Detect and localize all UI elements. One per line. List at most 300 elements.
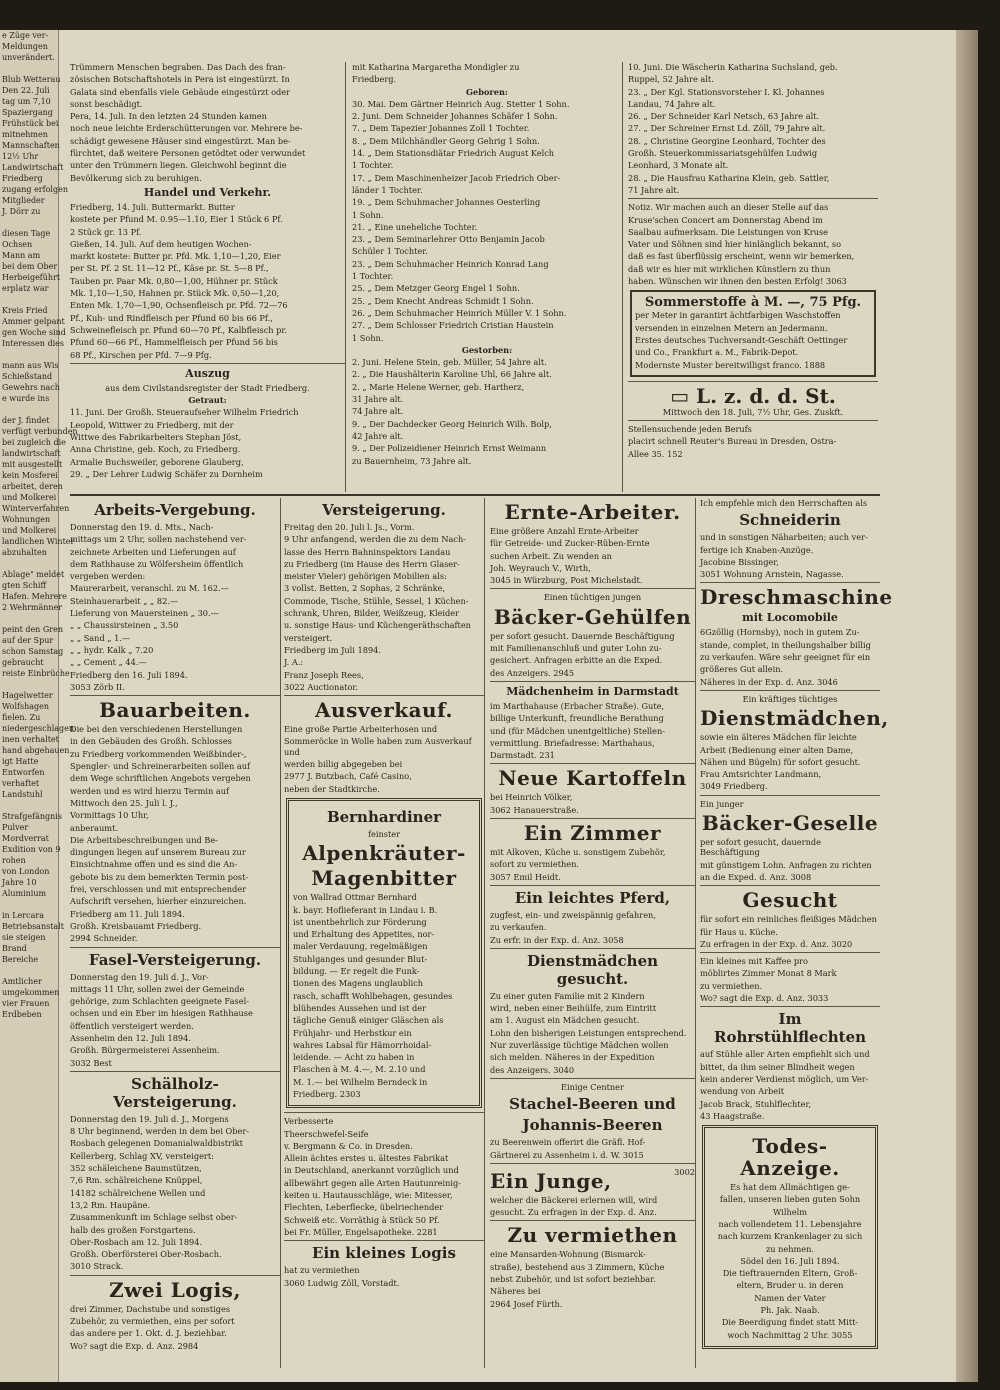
death-notice-text — [709, 1182, 871, 1340]
summer-fabrics-text-line: Erstes deutsches Tuchversandt-Geschäft Oettinger — [635, 334, 848, 345]
book-spine — [956, 30, 978, 1382]
born-list-line: 1 Sohn. — [352, 332, 384, 343]
died-list-continued-line: 27. „ Der Schreiner Ernst Ld. Zöll, 79 Jahre alt. — [628, 123, 826, 134]
job-placement-ad-line: Allee 35. 152 — [628, 448, 683, 459]
harvest-workers-text-line: Eine größere Anzahl Ernte-Arbeiter — [490, 526, 639, 536]
gutter-text-line: arbeitet, deren — [2, 482, 63, 491]
work-tender-text-line: „ „ Sand „ 1.— — [70, 632, 131, 643]
gutter-text-line — [0, 679, 58, 690]
estate-auction-text-line: 3022 Auctionator. — [284, 681, 359, 692]
wanted-text-line: für sofort ein reinliches fleißiges Mädchen — [700, 914, 877, 925]
tar-soap-ad-line: Flechten, Leberflecke, übelriechender — [284, 1202, 444, 1213]
gutter-text-line: Strafgefängnis — [2, 812, 62, 821]
gutter-text-line: diesen Tage — [2, 229, 51, 238]
chair-weaving-text-line: wendung von Arbeit — [700, 1086, 785, 1097]
gutter-text-line: reiste Einbrüche — [2, 669, 70, 678]
seamstress-text-line: und in sonstigen Näharbeiten; auch ver- — [700, 532, 868, 543]
gutter-text-line: schon Samstag — [2, 647, 64, 656]
baker-journeyman-text-line: an die Exped. d. Anz. 3008 — [700, 871, 812, 882]
berries-text-line: Gärtnerei zu Assenheim i. d. W. 3015 — [490, 1149, 644, 1160]
trade-report-line: kostete per Pfund M. 0.95—1.10, Eier 1 Stück 6 Pf. — [70, 214, 283, 225]
maid-wanted-text-line: wird, neben einer Beihülfe, zum Eintritt — [490, 1003, 657, 1014]
maid-wanted-text-line: Lohn den bisherigen Leistungen entsprechend. — [490, 1027, 687, 1038]
died-list-continued-line: Ruppel, 52 Jahre alt. — [628, 74, 714, 85]
died-list-line: 9. „ Der Polizeidiener Heinrich Ernst Weimann — [352, 443, 547, 454]
bitters-title-3: Magenbitter — [311, 866, 457, 891]
tar-soap-ad-line: Verbesserte — [284, 1116, 334, 1127]
earthquake-report-line: Trümmern Menschen begraben. Das Dach des fran- — [70, 62, 286, 72]
maid-wanted-text-line: des Anzeigers. 3040 — [490, 1064, 575, 1075]
girls-home-text — [490, 701, 695, 760]
gutter-text-line: fielen. Zu — [2, 713, 41, 722]
baker-assistant-text-line: mit Familienanschluß und guter Lohn zu- — [490, 643, 662, 654]
two-lodgings-text-line: das andere per 1. Okt. d. J. beziehbar. — [70, 1328, 227, 1339]
died-list-continued-line: Großh. Steuerkommissariatsgehülfen Ludwig — [628, 148, 818, 159]
married-list-line: Anna Christine, geb. Koch, zu Friedberg. — [70, 444, 241, 455]
trade-report-line: Schweinefleisch pr. Pfund 60—70 Pf., Kalbfleisch pr. — [70, 324, 288, 335]
construction-text-line: Aufschrift versehen, hierher einzureichen. — [70, 896, 247, 907]
died-list-continued — [628, 62, 878, 195]
threshing-machine-text — [700, 627, 880, 686]
bark-wood-auction-text-line: Großh. Oberförsterei Ober-Rosbach. — [70, 1249, 222, 1260]
work-tender-text-line: „ „ hydr. Kalk „ 7.20 — [70, 644, 154, 655]
bitters-text-line: k. bayr. Hoflieferant in Lindau i. B. — [293, 904, 438, 915]
gutter-text-line — [0, 899, 58, 910]
concert-notice-line: Vater und Söhnen sind hier hinlänglich bekannt, so — [628, 239, 842, 250]
ads-column-3 — [490, 498, 696, 1368]
earthquake-report-line: Galata sind ebenfalls viele Gebäude eingestürzt oder — [70, 86, 291, 97]
room-text-line: sofort zu vermiethen. — [490, 859, 579, 870]
death-notice-text-line: Die Beerdigung findet statt Mitt- — [721, 1317, 859, 1328]
gutter-text-line: Frühstück bei — [2, 119, 59, 128]
threshing-machine-title: Dreschmaschine — [700, 585, 893, 610]
death-notice-text-line: woch Nachmittag 2 Uhr. 3055 — [727, 1329, 853, 1340]
gutter-text-line: umgekommen — [2, 988, 60, 997]
construction-title: Bauarbeiten. — [99, 698, 251, 723]
bark-wood-auction-text-line: 8 Uhr beginnend, werden in dem bei Ober- — [70, 1126, 250, 1137]
work-tender-text — [70, 522, 280, 692]
bitters-text — [293, 892, 475, 1099]
gutter-text-line: bei dem Ober — [2, 262, 58, 271]
chair-weaving-text-line: auf Stühle aller Arten empfiehlt sich und — [700, 1049, 870, 1060]
gutter-text-line: e Züge ver- — [2, 31, 49, 40]
new-potatoes-title: Neue Kartoffeln — [498, 766, 687, 791]
summer-fabrics-text-line: Modernste Muster bereitwilligst franco. 1888 — [635, 359, 826, 370]
boy-wanted-text-line: gesucht. Zu erfragen in der Exp. d. Anz. — [490, 1207, 657, 1218]
gutter-text-line: verhaftet — [2, 779, 40, 788]
died-heading: Gestorben: — [461, 344, 513, 355]
seamstress-text-line: Jacobine Bissinger, — [700, 556, 779, 567]
gutter-text-line: zugang erfolgen — [2, 185, 68, 194]
bitters-text-line: maler Verdauung, regelmäßigen — [293, 941, 428, 952]
small-lodging-title: Ein kleines Logis — [312, 1244, 456, 1263]
maid-text-line: Arbeit (Bedienung einer alten Dame, — [700, 744, 854, 755]
berries-title-1: Stachel-Beeren und — [509, 1095, 676, 1114]
construction-text-line: Mittwoch den 25. Juli l. J., — [70, 797, 178, 808]
born-list-line: 1 Tochter. — [352, 160, 394, 171]
harvest-workers-text-line: Joh. Weyrauch V., Wirth, — [490, 562, 591, 573]
death-notice-text-line: Namen der Vater — [754, 1292, 826, 1303]
died-list-line: 42 Jahre alt. — [352, 430, 404, 441]
clearance-sale-text-line: neben der Stadtkirche. — [284, 783, 380, 794]
bark-wood-auction-text-line: Donnerstag den 19. Juli d. J., Morgens — [70, 1113, 229, 1124]
estate-auction-text-line: versteigert. — [284, 632, 333, 643]
gutter-text-line: hand abgehauen — [2, 746, 70, 755]
ox-auction-text-line: Donnerstag den 19. Juli d. J., Vor- — [70, 971, 209, 982]
maid-title: Dienstmädchen, — [700, 706, 889, 731]
register-continued-line: mit Katharina Margaretha Mondigler zu — [352, 62, 520, 72]
seamstress-pretitle: Ich empfehle mich den Herrschaften als — [700, 498, 868, 508]
room-text — [490, 847, 695, 882]
maid-wanted-title: Dienstmädchen gesucht. — [526, 951, 659, 988]
maid-text-line: sowie ein älteres Mädchen für leichte — [700, 732, 857, 743]
died-list-continued-line: 28. „ Christine Georgine Leonhard, Tochter des — [628, 135, 826, 146]
baker-assistant-text-line: gesichert. Anfragen erbitte an die Exped. — [490, 655, 663, 666]
harvest-workers-text-line: 3045 in Würzburg, Post Michelstadt. — [490, 575, 643, 586]
gutter-text-line: der J. findet — [2, 416, 50, 425]
concert-notice-line: daß wir es hier mit wirklichen Künstlern zu thun — [628, 263, 831, 274]
death-notice-text-line: fallen, unseren lieben guten Sohn — [719, 1194, 861, 1205]
maid-wanted-text-line: sich melden. Näheres in der Expedition — [490, 1052, 655, 1063]
boy-wanted-number: 3002 — [674, 1166, 695, 1177]
ox-auction-text-line: ochsen und ein Eber im hiesigen Rathhause — [70, 1008, 253, 1019]
born-list-line: 2. Juni. Dem Schneider Johannes Schäfer 1 Sohn. — [352, 111, 558, 122]
two-lodgings-text — [70, 1304, 280, 1351]
threshing-machine-text-line: größeres Gut allein. — [700, 664, 784, 675]
born-list-line: 17. „ Dem Maschinenheizer Jacob Friedrich Ober- — [352, 172, 561, 183]
born-list-line: 26. „ Dem Schuhmacher Heinrich Müller V. 1 Sohn. — [352, 307, 567, 318]
ads-column-4 — [700, 498, 893, 1368]
maid-wanted-text — [490, 991, 695, 1075]
room-text-line: mit Alkoven, Küche u. sonstigem Zubehör, — [490, 847, 666, 858]
trade-report-line: Enten Mk. 1,70—1,90, Ochsenfleisch pr. Pfd. 72—76 — [70, 300, 288, 311]
small-lodging-text-line: hat zu vermiethen — [284, 1265, 360, 1276]
died-list-line: 9. „ Der Dachdecker Georg Heinrich Wilh. Bolp, — [352, 418, 552, 429]
gutter-text-line — [0, 558, 58, 569]
trade-report-line: Pfund 60—66 Pf., Hammelfleisch per Pfund 56 bis — [70, 337, 278, 348]
gutter-text-line: Bereiche — [2, 955, 39, 964]
earthquake-report-line: Bevölkerung sich zu beruhigen. — [70, 172, 202, 183]
ox-auction-text-line: 3032 Best — [70, 1057, 112, 1068]
bitters-text-line: und Erhaltung des Appetites, nor- — [293, 929, 435, 940]
girls-home-title: Mädchenheim in Darmstadt — [506, 684, 679, 698]
gutter-text-line: niedergeschlagen — [2, 724, 75, 733]
baker-assistant-text-line: des Anzeigers. 2945 — [490, 667, 575, 678]
work-tender-text-line: Lieferung von Mauersteinen „ 30.— — [70, 608, 219, 619]
gutter-text-line — [0, 349, 58, 360]
bark-wood-auction-text-line: Kellerberg, Schlag XV, versteigert: — [70, 1150, 214, 1161]
bitters-text-line: Frühjahr- und Herbstkur ein — [293, 1027, 412, 1038]
baker-journeyman-title: Bäcker-Geselle — [701, 811, 879, 836]
clearance-sale-text-line: Eine große Partie Arbeiterhosen und — [284, 724, 438, 735]
threshing-machine-text-line: Näheres in der Exp. d. Anz. 3046 — [700, 676, 838, 687]
born-list-line: länder 1 Tochter. — [352, 184, 423, 195]
born-list-line: 1 Sohn. — [352, 209, 384, 220]
died-list-continued-line: Landau, 74 Jahre alt. — [628, 98, 716, 109]
gutter-text-line: igt Hatte — [2, 757, 39, 766]
born-list-line: 1 Tochter. — [352, 271, 394, 282]
trade-report-line: Tauben pr. Paar Mk. 0,80—1,00, Hühner pr. Stück — [70, 275, 278, 286]
estate-auction-title: Versteigerung. — [322, 501, 446, 519]
earthquake-report — [70, 62, 345, 183]
harvest-workers-title: Ernte-Arbeiter. — [504, 500, 681, 524]
married-list-line: 11. Juni. Der Großh. Steueraufseher Wilhelm Friedrich — [70, 407, 299, 418]
ox-auction-text — [70, 972, 280, 1068]
threshing-machine-text-line: stande, complet, in theilungshalber billig — [700, 639, 871, 650]
gutter-text-line: kein Mosferei — [2, 471, 58, 480]
gutter-text-line: Blub Wetterau — [2, 75, 61, 84]
death-notice-text-line: nach vollendetem 11. Lebensjahre — [718, 1218, 862, 1229]
ads-column-1 — [70, 498, 281, 1368]
gutter-text-line — [0, 294, 58, 305]
trade-report — [70, 202, 345, 360]
girls-home-text-line: billige Unterkunft, freundliche Berathung — [490, 713, 664, 724]
bitters-text-line: M. 1.— bei Wilhelm Berndeck in — [293, 1076, 428, 1087]
room-title: Ein Zimmer — [523, 821, 662, 846]
estate-auction-text-line: u. sonstige Haus- und Küchengeräthschaften — [284, 620, 471, 631]
gutter-text-line: landwirtschaft — [2, 449, 61, 458]
baker-assistant-pretitle: Einen tüchtigen jungen — [543, 592, 642, 603]
work-tender-text-line: mittags um 2 Uhr, sollen nachstehend ver- — [70, 534, 247, 545]
born-list-line: 8. „ Dem Milchhändler Georg Gehrig 1 Sohn. — [352, 135, 540, 146]
construction-text-line: Spengler- und Schreinerarbeiten sollen auf — [70, 761, 251, 772]
summer-fabrics-title: Sommerstoffe à M. —, 75 Pfg. — [644, 295, 862, 311]
gutter-text-line: Ammer gelpant — [2, 317, 65, 326]
chair-weaving-title: Im Rohrstühlflechten — [713, 1010, 867, 1047]
gutter-text-line: vier Frauen — [2, 999, 50, 1008]
bitters-text-line: tionen des Magens unglaublich — [293, 978, 424, 989]
summer-fabrics-text-line: per Meter in garantirt ächtfarbigen Waschstoffen — [635, 310, 841, 321]
girls-home-text-line: vermittlung. Briefadresse: Marthahaus, — [490, 737, 655, 748]
maid-wanted-text-line: Zu einer guten Familie mit 2 Kindern — [490, 990, 645, 1001]
died-list-continued-line: 71 Jahre alt. — [628, 184, 680, 195]
bark-wood-auction-text-line: 352 schäleichene Baumstützen, — [70, 1163, 202, 1174]
tar-soap-ad-line: bei Fr. Müller, Engelsapotheke. 2281 — [284, 1226, 438, 1237]
died-list-line: 2. Juni. Helene Stein, geb. Müller, 54 Jahre alt. — [352, 357, 547, 368]
earthquake-report-line: Pera, 14. Juli. In den letzten 24 Stunden kamen — [70, 111, 267, 122]
death-notice-text-line: Wilhelm — [772, 1206, 807, 1217]
ox-auction-text-line: Assenheim den 12. Juli 1894. — [70, 1032, 191, 1043]
two-lodgings-text-line: Wo? sagt die Exp. d. Anz. 2984 — [70, 1340, 199, 1351]
gutter-text-line: inen verhaltet — [2, 735, 59, 744]
gutter-text-line: Mann am — [2, 251, 41, 260]
summer-fabrics-ad — [630, 290, 876, 376]
gutter-text-line: Herbeigeführt — [2, 273, 61, 282]
gutter-text-line: rohen — [2, 856, 26, 865]
gutter-text-line: Meldungen — [2, 42, 48, 51]
gutter-text-line: mitnehmen — [2, 130, 48, 139]
tar-soap-ad — [284, 1116, 484, 1237]
bitters-title-1: Bernhardiner — [326, 807, 442, 826]
gutter-text-line: Erdbeben — [2, 1010, 42, 1019]
gutter-text-line: und Molkerei — [2, 493, 57, 502]
tar-soap-ad-line: Allein ächtes erstes u. ältestes Fabrikat — [284, 1153, 449, 1164]
threshing-machine-subtitle: mit Locomobile — [742, 611, 838, 625]
maid-text — [700, 732, 880, 791]
bitters-title-2: Alpenkräuter- — [302, 841, 466, 866]
died-list-line: 2. „ Marie Helene Werner, geb. Hartherz, — [352, 381, 525, 392]
married-heading: Getraut: — [188, 395, 227, 406]
born-list-line: Schüler 1 Tochter. — [352, 246, 428, 257]
civil-register-subtitle: aus dem Civilstandsregister der Stadt Friedberg. — [105, 382, 310, 393]
clearance-sale-text — [284, 724, 484, 794]
bitters-text-line: Stuhlganges und gesunder Blut- — [293, 953, 428, 964]
gutter-text-line: Kreis Fried — [2, 306, 48, 315]
previous-page-edge — [0, 30, 78, 1382]
ads-column-2 — [284, 498, 485, 1368]
gutter-text-line: auf der Spur — [2, 636, 54, 645]
gutter-text-line: Wohnungen — [2, 515, 51, 524]
estate-auction-text-line: schrank, Uhren, Bilder, Weißzeug, Kleider — [284, 608, 460, 619]
gutter-text-line: abzuhalten — [2, 548, 47, 557]
summer-fabrics-text — [635, 310, 871, 369]
gutter-text-line: unverändert. — [2, 53, 55, 62]
maid-text-line: Nähen und Bügeln) für sofort gesucht. — [700, 756, 861, 767]
gutter-text-line: mit ausgestellt — [2, 460, 63, 469]
register-continued-line: Friedberg. — [352, 74, 397, 85]
bitters-text-line: tägliche Genuß einiger Gläschen als — [293, 1015, 444, 1026]
earthquake-report-line: fürchtet, daß weitere Personen getödtet oder verwundet — [70, 148, 306, 159]
work-tender-title: Arbeits-Vergebung. — [94, 501, 256, 519]
work-tender-text-line: Steinhauerarbeit „ „ 82.— — [70, 595, 179, 606]
lodge-title: ▭ L. z. d. d. St. — [670, 383, 836, 408]
bitters-text-line: blühendes Aussehen und ist der — [293, 1002, 426, 1013]
gutter-text-line: Betriebsanstalt — [2, 922, 64, 931]
bitters-text-line: Flaschen à M. 4.—, M. 2.10 und — [293, 1064, 426, 1075]
gutter-text-line: Pulver — [2, 823, 29, 832]
gutter-text-line: Amtlicher — [2, 977, 42, 986]
girls-home-text-line: und (für Mädchen unentgeltliche) Stellen- — [490, 725, 666, 736]
gutter-text-line: Winterverfahren — [2, 504, 70, 513]
gutter-text-line: Interessen dies — [2, 339, 64, 348]
job-placement-ad-line: placirt schnell Reuter's Bureau in Dresden, Ostra- — [628, 436, 837, 447]
two-lodgings-text-line: Zubehör, zu vermiethen, eins per sofort — [70, 1316, 235, 1327]
trade-report-line: Friedberg, 14. Juli. Buttermarkt. Butter — [70, 201, 235, 212]
gutter-text-line: in Lercara — [2, 911, 44, 920]
boy-wanted-text — [490, 1195, 695, 1218]
job-placement-ad-line: Stellensuchende jeden Berufs — [628, 424, 752, 435]
chair-weaving-text-line: Jacob Brack, Stuhlflechter, — [700, 1098, 812, 1109]
clearance-sale-text-line: 2977 J. Butzbach, Café Casino, — [284, 771, 412, 782]
horse-text — [490, 910, 695, 945]
estate-auction-text-line: zu Friedberg (im Hause des Herrn Glaser- — [284, 558, 460, 569]
trade-report-line: Pf., Kuh- und Rindfleisch per Pfund 60 bis 66 Pf., — [70, 312, 273, 323]
wanted-text — [700, 914, 880, 949]
seamstress-text — [700, 532, 880, 579]
gutter-text-line: Hafen. Mehrere — [2, 592, 67, 601]
baker-journeyman-pretitle: Ein junger — [700, 798, 744, 809]
bark-wood-auction-text-line: 3010 Strack. — [70, 1261, 124, 1272]
gutter-text-line: Aluminium — [2, 889, 47, 898]
ox-auction-title: Fasel-Versteigerung. — [88, 950, 262, 969]
small-lodging-text — [284, 1265, 484, 1288]
earthquake-report-line: unter den Trümmern liegen. Gleichwohl beginnt die — [70, 160, 287, 171]
civil-register-heading: Auszug — [185, 366, 230, 380]
concert-notice-line: Notiz. Wir machen auch an dieser Stelle auf das — [628, 202, 829, 213]
wanted-text-line: für Haus u. Küche. — [700, 926, 778, 937]
death-notice-text-line: nach kurzem Krankenlager zu sich — [717, 1231, 863, 1242]
furnished-room-ad-line: zu vermiethen. — [700, 980, 763, 991]
chair-weaving-text — [700, 1049, 880, 1121]
trade-report-line: 2 Stück gr. 13 Pf. — [70, 226, 142, 237]
chair-weaving-text-line: kein anderer Verdienst möglich, um Ver- — [700, 1073, 869, 1084]
bark-wood-auction-text-line: Rosbach gelegenen Domanialwaldbistrikt — [70, 1138, 243, 1149]
earthquake-report-line: sonst beschädigt. — [70, 98, 143, 109]
born-list-line: 27. „ Dem Schlosser Friedrich Cristian Haustein — [352, 320, 554, 331]
construction-text-line: Großh. Kreisbauamt Friedberg. — [70, 920, 202, 931]
died-list-line: 74 Jahre alt. — [352, 406, 404, 417]
newspaper-page — [0, 30, 978, 1382]
lodge-box-icon: ▭ — [670, 383, 697, 408]
married-list-line: Armalie Buchsweiler, geborene Glauberg, — [70, 456, 244, 467]
gutter-text-line: verfügt verbunden — [2, 427, 78, 436]
ox-auction-text-line: öffentlich versteigert werden. — [70, 1020, 194, 1031]
clearance-sale-text-line: Sommeröcke in Wolle haben zum Ausverkauf und — [284, 736, 472, 757]
earthquake-report-line: zösischen Botschaftshotels in Pera ist eingestürzt. In — [70, 74, 290, 85]
gutter-text-line: gen Woche sind — [2, 328, 66, 337]
construction-text-line: 2994 Schneider. — [70, 933, 138, 944]
death-notice — [702, 1125, 878, 1349]
gutter-text-line: bei zugleich die — [2, 438, 66, 447]
gutter-text-line: mann aus Wis — [2, 361, 59, 370]
construction-text-line: Die bei den verschiedenen Herstellungen — [70, 724, 243, 735]
tar-soap-ad-line: Schweiß etc. Vorräthig à Stück 50 Pf. — [284, 1214, 440, 1225]
summer-fabrics-text-line: und Co., Frankfurt a. M., Fabrik-Depot. — [635, 347, 799, 358]
construction-text-line: werden und es wird hierzu Termin auf — [70, 785, 230, 796]
trade-heading: Handel und Verkehr. — [143, 185, 272, 199]
trade-report-line: per St. Pf. 2 St. 11—12 Pf., Käse pr. St. 5—8 Pf., — [70, 263, 269, 274]
gutter-text-line: Mannschaften — [2, 141, 60, 150]
bitters-text-line: wahres Labsal für Hämorrhoidal- — [293, 1039, 432, 1050]
harvest-workers-text-line: für Getreide- und Zucker-Rüben-Ernte — [490, 538, 650, 549]
furnished-room-ad-line: möblirtes Zimmer Monat 8 Mark — [700, 968, 837, 979]
baker-journeyman-text — [700, 837, 880, 882]
born-list-line: 25. „ Dem Knecht Andreas Schmidt 1 Sohn. — [352, 295, 534, 306]
death-notice-text-line: eltern, Bruder u. in deren — [736, 1280, 844, 1291]
two-lodgings-title: Zwei Logis, — [109, 1277, 241, 1302]
tar-soap-ad-line: Theerschwefel-Seife — [284, 1128, 369, 1139]
estate-auction-text — [284, 522, 484, 692]
gutter-text-line: tag um 7,10 — [2, 97, 51, 106]
maid-wanted-text-line: am 1. August ein Mädchen gesucht. — [490, 1015, 640, 1026]
concert-notice-line: daß es fast überflüssig erscheint, wenn wir bemerken, — [628, 251, 855, 262]
gutter-text-line: von London — [2, 867, 50, 876]
ox-auction-text-line: Großh. Bürgermeisterei Assenheim. — [70, 1045, 220, 1056]
died-list-line: 2. „ Die Haushälterin Karoline Uhl, 66 Jahre alt. — [352, 369, 552, 380]
gutter-text-line: erplatz war — [2, 284, 49, 293]
for-rent-text — [490, 1249, 695, 1308]
clearance-sale-text-line: werden billig abgegeben bei — [284, 759, 403, 770]
harvest-workers-text-line: suchen Arbeit. Zu wenden an — [490, 550, 612, 561]
bark-wood-auction-text-line: 7,6 Rm. schälreichene Knüppel, — [70, 1175, 203, 1186]
bitters-text-line: rasch, schafft Wohlbehagen, gesundes — [293, 990, 453, 1001]
concert-notice — [628, 202, 878, 286]
gutter-text-line: 2 Wehrmänner — [2, 603, 63, 612]
seamstress-text-line: 3051 Wohnung Arnstein, Nagasse. — [700, 569, 844, 580]
gutter-text-line: Mitglieder — [2, 196, 45, 205]
top-column-2 — [352, 62, 623, 492]
estate-auction-text-line: Franz Joseph Rees, — [284, 669, 364, 680]
horse-text-line: zu verkaufen. — [490, 922, 547, 933]
tar-soap-ad-line: keiten u. Hautausschläge, wie: Mitesser, — [284, 1190, 453, 1201]
wanted-text-line: Zu erfragen in der Exp. d. Anz. 3020 — [700, 938, 853, 949]
seamstress-text-line: fertige ich Knaben-Anzüge. — [700, 544, 814, 555]
bitters-text-line: leidende. — Acht zu haben in — [293, 1052, 415, 1063]
trade-report-line: markt kostete: Butter pr. Pfd. Mk. 1,10—1,20, Eier — [70, 251, 281, 262]
girls-home-text-line: Darmstadt. 231 — [490, 750, 555, 761]
death-notice-text-line: zu nehmen. — [765, 1243, 815, 1254]
death-notice-text-line: Södel den 16. Juli 1894. — [740, 1255, 840, 1266]
